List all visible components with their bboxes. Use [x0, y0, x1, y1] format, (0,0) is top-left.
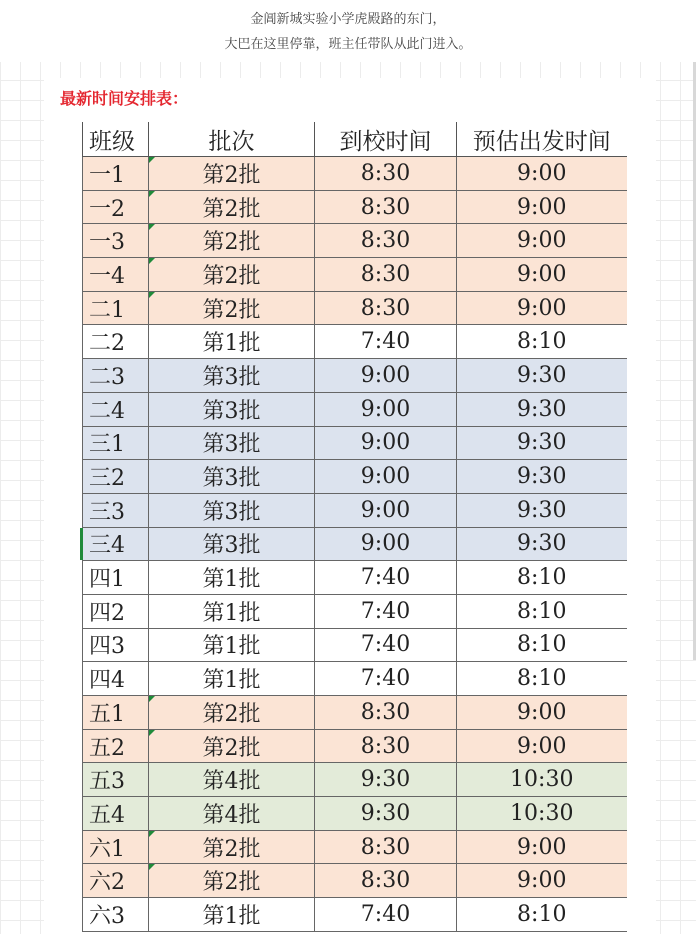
- cell-arrive-time-text: 8:30: [360, 194, 411, 220]
- cell-arrive-time[interactable]: [315, 864, 457, 898]
- cell-depart-time-text: 9:00: [517, 194, 567, 220]
- cell-depart-time-text: 8:10: [517, 666, 567, 692]
- cell-class-text: 二2: [89, 331, 125, 357]
- cell-arrive-time-text: 8:30: [360, 733, 411, 759]
- cell-class[interactable]: [83, 729, 149, 763]
- cell-arrive-time[interactable]: [315, 662, 457, 696]
- cell-class[interactable]: [83, 224, 149, 258]
- cell-batch[interactable]: [149, 696, 315, 730]
- cell-depart-time[interactable]: [457, 628, 627, 662]
- cell-class[interactable]: [83, 662, 149, 696]
- cell-class-text: 四4: [89, 668, 125, 694]
- cell-arrive-time-text: 9:00: [360, 531, 411, 557]
- cell-class-text: 六2: [89, 870, 125, 896]
- cell-comment-indicator-icon: [149, 157, 155, 163]
- cell-depart-time[interactable]: [457, 797, 627, 831]
- cell-batch[interactable]: [149, 662, 315, 696]
- cell-arrive-time[interactable]: [315, 190, 457, 224]
- cell-depart-time-text: 8:10: [517, 901, 567, 927]
- cell-class[interactable]: [83, 258, 149, 292]
- cell-arrive-time[interactable]: [315, 696, 457, 730]
- cell-arrive-time[interactable]: [315, 157, 457, 191]
- cell-class-text: 四3: [89, 634, 125, 660]
- cell-arrive-time-text: 8:30: [360, 834, 411, 860]
- cell-arrive-time[interactable]: [315, 561, 457, 595]
- cell-batch-text: 第3批: [202, 432, 261, 458]
- cell-batch[interactable]: [149, 426, 315, 460]
- cell-class-text: 五4: [89, 802, 125, 828]
- cell-batch-text: 第2批: [202, 701, 261, 727]
- cell-batch[interactable]: [149, 258, 315, 292]
- cell-batch[interactable]: [149, 797, 315, 831]
- cell-arrive-time[interactable]: [315, 729, 457, 763]
- row-selection-marker: [80, 528, 83, 560]
- table-row: [83, 898, 627, 932]
- cell-arrive-time-text: 7:40: [360, 598, 411, 624]
- intro-line-1: 金阊新城实验小学虎殿路的东门，: [250, 12, 446, 27]
- cell-depart-time[interactable]: [457, 325, 627, 359]
- cell-class[interactable]: [83, 527, 149, 561]
- table-row: [83, 392, 627, 426]
- table-row: [83, 830, 627, 864]
- cell-depart-time-text: 9:30: [517, 497, 567, 523]
- cell-batch-text: 第3批: [202, 533, 261, 559]
- cell-arrive-time[interactable]: [315, 830, 457, 864]
- cell-batch[interactable]: [149, 830, 315, 864]
- header-depart-time: 预估出发时间: [457, 122, 627, 157]
- cell-depart-time-text: 9:00: [517, 295, 567, 321]
- cell-depart-time[interactable]: [457, 763, 627, 797]
- cell-batch[interactable]: [149, 291, 315, 325]
- table-row: [83, 190, 627, 224]
- table-row: [83, 359, 627, 393]
- cell-depart-time[interactable]: [457, 898, 627, 932]
- cell-depart-time-text: 8:10: [517, 598, 567, 624]
- cell-class-text: 三2: [89, 466, 125, 492]
- cell-arrive-time-text: 8:30: [360, 261, 411, 287]
- cell-batch[interactable]: [149, 729, 315, 763]
- cell-depart-time[interactable]: [457, 493, 627, 527]
- table-row: [83, 864, 627, 898]
- cell-batch-text: 第1批: [202, 600, 261, 626]
- cell-arrive-time-text: 9:00: [360, 396, 411, 422]
- cell-arrive-time[interactable]: [315, 258, 457, 292]
- cell-comment-indicator-icon: [149, 191, 155, 197]
- cell-depart-time[interactable]: [457, 594, 627, 628]
- intro-line-2: 大巴在这里停靠，班主任带队从此门进入。: [224, 37, 472, 52]
- cell-batch[interactable]: [149, 864, 315, 898]
- cell-arrive-time-text: 9:00: [360, 362, 411, 388]
- cell-batch[interactable]: [149, 628, 315, 662]
- cell-depart-time-text: 9:00: [517, 868, 567, 894]
- cell-class[interactable]: [83, 359, 149, 393]
- cell-depart-time[interactable]: [457, 696, 627, 730]
- cell-arrive-time-text: 9:00: [360, 430, 411, 456]
- cell-depart-time[interactable]: [457, 291, 627, 325]
- cell-depart-time[interactable]: [457, 662, 627, 696]
- cell-class-text: 四1: [89, 567, 125, 593]
- cell-batch[interactable]: [149, 359, 315, 393]
- cell-class[interactable]: [83, 830, 149, 864]
- cell-arrive-time[interactable]: [315, 493, 457, 527]
- cell-depart-time[interactable]: [457, 392, 627, 426]
- cell-batch-text: 第3批: [202, 364, 261, 390]
- cell-class[interactable]: [83, 426, 149, 460]
- cell-batch[interactable]: [149, 763, 315, 797]
- cell-batch-text: 第1批: [202, 331, 261, 357]
- cell-batch-text: 第3批: [202, 499, 261, 525]
- cell-arrive-time[interactable]: [315, 797, 457, 831]
- cell-depart-time-text: 9:00: [517, 261, 567, 287]
- cell-depart-time[interactable]: [457, 561, 627, 595]
- cell-class[interactable]: [83, 696, 149, 730]
- cell-arrive-time[interactable]: [315, 628, 457, 662]
- table-row: [83, 527, 627, 561]
- cell-batch-text: 第1批: [202, 903, 261, 929]
- cell-depart-time[interactable]: [457, 527, 627, 561]
- table-row: [83, 662, 627, 696]
- cell-batch-text: 第1批: [202, 567, 261, 593]
- cell-batch[interactable]: [149, 898, 315, 932]
- header-row: [83, 122, 627, 157]
- cell-arrive-time-text: 7:40: [360, 901, 411, 927]
- cell-depart-time-text: 9:30: [517, 396, 567, 422]
- cell-arrive-time-text: 8:30: [360, 868, 411, 894]
- header-batch: 批次: [149, 122, 315, 157]
- cell-arrive-time-text: 7:40: [360, 565, 411, 591]
- cell-batch-text: 第2批: [202, 196, 261, 222]
- cell-class-text: 五3: [89, 769, 125, 795]
- cell-depart-time-text: 10:30: [510, 767, 574, 793]
- table-row: [83, 258, 627, 292]
- table-row: [83, 729, 627, 763]
- cell-depart-time-text: 9:30: [517, 464, 567, 490]
- cell-depart-time-text: 9:00: [517, 834, 567, 860]
- cell-comment-indicator-icon: [149, 730, 155, 736]
- cell-arrive-time[interactable]: [315, 291, 457, 325]
- cell-batch[interactable]: [149, 325, 315, 359]
- cell-class-text: 一3: [89, 230, 125, 256]
- table-row: [83, 561, 627, 595]
- cell-class[interactable]: [83, 797, 149, 831]
- cell-arrive-time-text: 8:30: [360, 699, 411, 725]
- cell-batch[interactable]: [149, 460, 315, 494]
- cell-depart-time[interactable]: [457, 830, 627, 864]
- table-row: [83, 224, 627, 258]
- cell-depart-time-text: 9:30: [517, 531, 567, 557]
- cell-depart-time-text: 9:30: [517, 362, 567, 388]
- table-row: [83, 797, 627, 831]
- cell-class-text: 三4: [89, 533, 125, 559]
- cell-depart-time-text: 10:30: [510, 800, 574, 826]
- cell-comment-indicator-icon: [149, 292, 155, 298]
- table-row: [83, 763, 627, 797]
- cell-batch[interactable]: [149, 190, 315, 224]
- cell-arrive-time-text: 8:30: [360, 228, 411, 254]
- cell-depart-time-text: 9:00: [517, 699, 567, 725]
- table-row: [83, 594, 627, 628]
- cell-class-text: 六1: [89, 836, 125, 862]
- cell-depart-time[interactable]: [457, 258, 627, 292]
- header-arrive-time: 到校时间: [315, 122, 457, 157]
- cell-class-text: 二4: [89, 398, 125, 424]
- cell-class-text: 一1: [89, 162, 125, 188]
- cell-class-text: 五1: [89, 701, 125, 727]
- cell-comment-indicator-icon: [149, 864, 155, 870]
- cell-comment-indicator-icon: [149, 224, 155, 230]
- cell-depart-time[interactable]: [457, 359, 627, 393]
- intro-text: [0, 0, 696, 62]
- cell-batch-text: 第3批: [202, 466, 261, 492]
- cell-arrive-time-text: 8:30: [360, 160, 411, 186]
- cell-arrive-time[interactable]: [315, 460, 457, 494]
- cell-batch-text: 第3批: [202, 398, 261, 424]
- cell-class[interactable]: [83, 628, 149, 662]
- cell-class[interactable]: [83, 460, 149, 494]
- cell-batch[interactable]: [149, 493, 315, 527]
- cell-batch[interactable]: [149, 157, 315, 191]
- cell-depart-time-text: 9:00: [517, 228, 567, 254]
- cell-arrive-time-text: 9:00: [360, 497, 411, 523]
- cell-class-text: 三3: [89, 499, 125, 525]
- cell-batch-text: 第2批: [202, 870, 261, 896]
- cell-depart-time-text: 9:00: [517, 160, 567, 186]
- cell-class-text: 三1: [89, 432, 125, 458]
- cell-class-text: 二1: [89, 297, 125, 323]
- cell-class[interactable]: [83, 493, 149, 527]
- cell-arrive-time[interactable]: [315, 763, 457, 797]
- cell-depart-time[interactable]: [457, 426, 627, 460]
- cell-class-text: 五2: [89, 735, 125, 761]
- cell-batch-text: 第4批: [202, 769, 261, 795]
- cell-class-text: 六3: [89, 903, 125, 929]
- cell-comment-indicator-icon: [149, 696, 155, 702]
- cell-class-text: 二3: [89, 364, 125, 390]
- cell-depart-time[interactable]: [457, 190, 627, 224]
- cell-depart-time-text: 9:00: [517, 733, 567, 759]
- cell-depart-time[interactable]: [457, 460, 627, 494]
- cell-arrive-time-text: 9:00: [360, 464, 411, 490]
- cell-batch-text: 第2批: [202, 836, 261, 862]
- cell-arrive-time-text: 7:40: [360, 632, 411, 658]
- cell-batch[interactable]: [149, 527, 315, 561]
- cell-class[interactable]: [83, 898, 149, 932]
- cell-class[interactable]: [83, 561, 149, 595]
- table-row: [83, 628, 627, 662]
- cell-class-text: 一4: [89, 263, 125, 289]
- cell-depart-time[interactable]: [457, 224, 627, 258]
- cell-arrive-time[interactable]: [315, 527, 457, 561]
- cell-class[interactable]: [83, 864, 149, 898]
- cell-batch[interactable]: [149, 561, 315, 595]
- cell-class[interactable]: [83, 763, 149, 797]
- table-row: [83, 291, 627, 325]
- cell-arrive-time-text: 9:30: [360, 800, 411, 826]
- cell-arrive-time-text: 7:40: [360, 329, 411, 355]
- cell-arrive-time-text: 8:30: [360, 295, 411, 321]
- cell-batch-text: 第2批: [202, 735, 261, 761]
- table-row: [83, 426, 627, 460]
- cell-batch-text: 第1批: [202, 634, 261, 660]
- cell-depart-time[interactable]: [457, 729, 627, 763]
- table-row: [83, 157, 627, 191]
- cell-depart-time-text: 8:10: [517, 632, 567, 658]
- cell-depart-time-text: 8:10: [517, 329, 567, 355]
- schedule-table: [82, 122, 627, 932]
- cell-arrive-time-text: 9:30: [360, 767, 411, 793]
- cell-comment-indicator-icon: [149, 258, 155, 264]
- cell-depart-time[interactable]: [457, 864, 627, 898]
- cell-class[interactable]: [83, 190, 149, 224]
- table-row: [83, 696, 627, 730]
- cell-batch[interactable]: [149, 224, 315, 258]
- cell-comment-indicator-icon: [149, 831, 155, 837]
- cell-batch-text: 第2批: [202, 297, 261, 323]
- table-row: [83, 460, 627, 494]
- table-row: [83, 325, 627, 359]
- cell-arrive-time[interactable]: [315, 594, 457, 628]
- cell-depart-time-text: 8:10: [517, 565, 567, 591]
- cell-class[interactable]: [83, 392, 149, 426]
- cell-depart-time-text: 9:30: [517, 430, 567, 456]
- cell-batch[interactable]: [149, 594, 315, 628]
- section-title: 最新时间安排表：: [60, 91, 189, 108]
- header-class: 班级: [83, 122, 149, 157]
- cell-batch-text: 第2批: [202, 162, 261, 188]
- cell-arrive-time[interactable]: [315, 426, 457, 460]
- cell-class[interactable]: [83, 157, 149, 191]
- cell-depart-time[interactable]: [457, 157, 627, 191]
- cell-class[interactable]: [83, 594, 149, 628]
- cell-batch-text: 第4批: [202, 802, 261, 828]
- cell-arrive-time[interactable]: [315, 325, 457, 359]
- cell-arrive-time[interactable]: [315, 392, 457, 426]
- cell-batch-text: 第2批: [202, 230, 261, 256]
- cell-class[interactable]: [83, 325, 149, 359]
- cell-arrive-time[interactable]: [315, 898, 457, 932]
- cell-batch[interactable]: [149, 392, 315, 426]
- table-row: [83, 493, 627, 527]
- cell-class-text: 四2: [89, 600, 125, 626]
- schedule-body: [83, 157, 627, 932]
- cell-arrive-time[interactable]: [315, 224, 457, 258]
- cell-arrive-time[interactable]: [315, 359, 457, 393]
- cell-arrive-time-text: 7:40: [360, 666, 411, 692]
- cell-class[interactable]: [83, 291, 149, 325]
- cell-batch-text: 第2批: [202, 263, 261, 289]
- cell-class-text: 一2: [89, 196, 125, 222]
- cell-batch-text: 第1批: [202, 668, 261, 694]
